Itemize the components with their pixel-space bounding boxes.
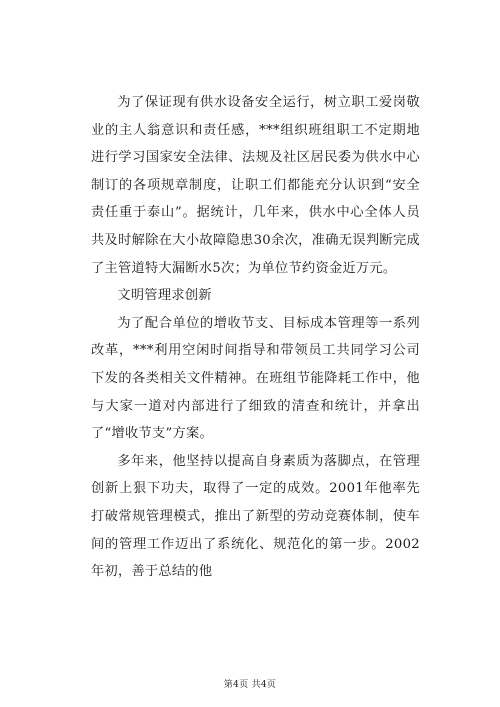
paragraph-safety: 为了保证现有供水设备安全运行，树立职工爱岗敬业的主人翁意识和责任感，***组织班组职工不定期地进行学习国家安全法律、法规及社区居民委为供水中心制订的各项规章制度，让职工们都能充分认识到“安全责任重于泰山”。据统计，几年来，供水中心全体人员共及时解除在大小故障隐患30余次，准确无误判断完成了主管道特大漏断水5次；为单位节约资金近万元。 (91, 95, 420, 276)
paragraph-cost-reform: 为了配合单位的增收节支、目标成本管理等一系列改革，***利用空闲时间指导和带领员工共同学习公司下发的各类相关文件精神。在班组节能降耗工作中，他与大家一道对内部进行了细致的清查和统计，并拿出了“增收节支”方案。 (91, 315, 420, 442)
page-footer: 第4页 共4页 (223, 680, 277, 690)
section-heading-civilized-management: 文明管理求创新 (117, 288, 212, 304)
document-body (91, 89, 420, 586)
paragraph-innovation: 多年来，他坚持以提高自身素质为落脚点，在管理创新上狠下功夫，取得了一定的成效。2001年他率先打破常规管理模式，推出了新型的劳动竞赛体制，使车间的管理工作迈出了系统化、规范化的第一步。2002年初，善于总结的他 (91, 453, 420, 580)
